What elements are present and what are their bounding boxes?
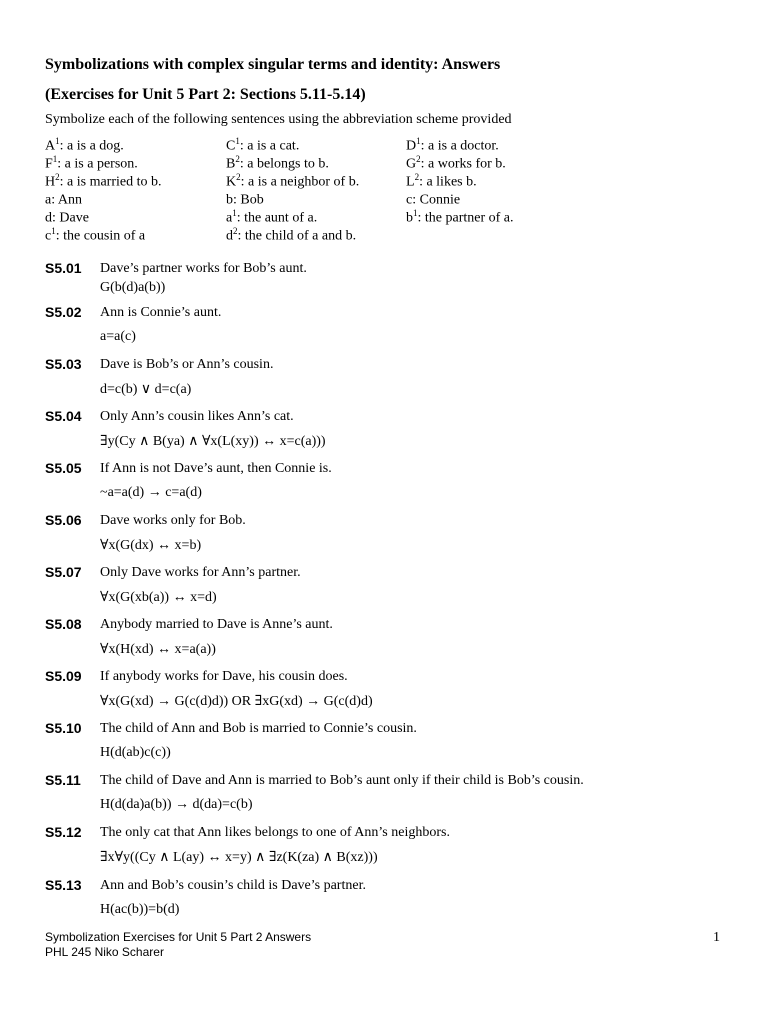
scheme-symbol: A (45, 138, 56, 154)
exercise-number: S5.10 (45, 720, 82, 736)
scheme-entry (45, 208, 89, 227)
scheme-symbol: c (45, 228, 52, 244)
page-footer (45, 930, 311, 960)
scheme-symbol: G (406, 156, 417, 172)
scheme-definition: : the partner of a. (417, 210, 514, 226)
scheme-definition: : a is married to b. (59, 174, 162, 190)
scheme-definition: : Bob (233, 192, 264, 208)
exercise-number: S5.08 (45, 616, 82, 632)
scheme-symbol: B (226, 156, 236, 172)
scheme-entry (45, 226, 145, 245)
scheme-definition: : a is a neighbor of b. (240, 174, 360, 190)
exercise-sentence: Ann and Bob’s cousin’s child is Dave’s partner. (100, 878, 366, 893)
exercise-sentence: The only cat that Ann likes belongs to one of Ann’s neighbors. (100, 825, 450, 840)
scheme-definition: : a is a cat. (239, 138, 300, 154)
page-number: 1 (713, 930, 720, 945)
scheme-entry (226, 190, 264, 209)
scheme-definition: : a is a person. (57, 156, 138, 172)
scheme-superscript: 2 (236, 172, 241, 182)
scheme-entry (406, 136, 499, 155)
scheme-symbol: d (45, 210, 52, 226)
scheme-entry (226, 136, 299, 155)
scheme-entry (406, 190, 460, 209)
scheme-entry (45, 136, 124, 155)
scheme-symbol: c (406, 192, 413, 208)
exercise-number: S5.12 (45, 824, 82, 840)
scheme-entry (226, 154, 329, 173)
scheme-symbol: a (226, 210, 233, 226)
scheme-superscript: 2 (235, 154, 240, 164)
exercise-sentence: The child of Dave and Ann is married to Bob’s aunt only if their child is Bob’s cousin. (100, 773, 584, 788)
scheme-entry (406, 154, 506, 173)
scheme-symbol: H (45, 174, 56, 190)
scheme-superscript: 2 (233, 226, 238, 236)
scheme-definition: : a is a dog. (59, 138, 124, 154)
scheme-superscript: 1 (55, 136, 60, 146)
exercise-sentence: Dave works only for Bob. (100, 513, 246, 528)
scheme-entry (226, 208, 317, 227)
scheme-row (45, 226, 735, 244)
exercise-answer: d=c(b) ∨ d=c(a) (100, 382, 192, 397)
exercise-number: S5.07 (45, 564, 82, 580)
scheme-definition: : a likes b. (419, 174, 477, 190)
scheme-symbol: d (226, 228, 233, 244)
exercise-sentence: Ann is Connie’s aunt. (100, 305, 222, 320)
scheme-symbol: C (226, 138, 236, 154)
exercise-number: S5.03 (45, 356, 82, 372)
scheme-superscript: 2 (416, 154, 421, 164)
exercise-number: S5.01 (45, 260, 82, 276)
exercise-answer: ~a=a(d) → c=a(d) (100, 485, 202, 500)
scheme-superscript: 1 (413, 208, 418, 218)
scheme-definition: : a is a doctor. (420, 138, 499, 154)
scheme-entry (406, 208, 514, 227)
page-title: Symbolizations with complex singular terms and identity: Answers (45, 56, 501, 73)
instructions: Symbolize each of the following sentences using the abbreviation scheme provided (45, 112, 512, 127)
scheme-symbol: a (45, 192, 52, 208)
scheme-symbol: D (406, 138, 417, 154)
exercise-answer: H(d(ab)c(c)) (100, 745, 171, 760)
scheme-entry (45, 172, 162, 191)
exercise-sentence: Dave is Bob’s or Ann’s cousin. (100, 357, 274, 372)
exercise-sentence: If anybody works for Dave, his cousin does. (100, 669, 348, 684)
exercise-answer: G(b(d)a(b)) (100, 280, 166, 295)
scheme-definition: : the child of a and b. (237, 228, 357, 244)
scheme-symbol: F (45, 156, 53, 172)
scheme-entry (226, 172, 359, 191)
exercise-sentence: Dave’s partner works for Bob’s aunt. (100, 261, 307, 276)
exercise-number: S5.11 (45, 772, 81, 788)
scheme-definition: : Connie (412, 192, 461, 208)
scheme-definition: : the cousin of a (55, 228, 146, 244)
scheme-row (45, 172, 735, 190)
exercise-sentence: Only Dave works for Ann’s partner. (100, 565, 301, 580)
exercise-answer: ∃y(Cy ∧ B(ya) ∧ ∀x(L(xy)) ↔ x=c(a))) (100, 434, 326, 449)
exercise-number: S5.06 (45, 512, 82, 528)
exercise-answer: H(ac(b))=b(d) (100, 902, 180, 917)
exercise-answer: ∀x(G(xd) → G(c(d)d)) OR ∃xG(xd) → G(c(d)d) (100, 694, 373, 709)
scheme-superscript: 1 (51, 226, 56, 236)
exercise-answer: a=a(c) (100, 329, 136, 344)
exercise-number: S5.05 (45, 460, 82, 476)
exercise-sentence: Anybody married to Dave is Anne’s aunt. (100, 617, 333, 632)
scheme-superscript: 1 (52, 154, 58, 164)
scheme-definition: : a works for b. (420, 156, 506, 172)
scheme-definition: : Dave (52, 210, 89, 226)
exercise-answer: ∀x(G(dx) ↔ x=b) (100, 538, 202, 553)
scheme-row (45, 154, 735, 172)
scheme-definition: : a belongs to b. (239, 156, 329, 172)
exercise-answer: ∀x(G(xb(a)) ↔ x=d) (100, 590, 217, 605)
scheme-symbol: L (406, 174, 415, 190)
scheme-definition: : the aunt of a. (236, 210, 318, 226)
footer-title: Symbolization Exercises for Unit 5 Part 2 Answers (45, 930, 312, 944)
scheme-row (45, 136, 735, 154)
abbreviation-scheme (45, 136, 735, 244)
scheme-entry (226, 226, 356, 245)
scheme-superscript: 2 (414, 172, 420, 182)
exercise-sentence: If Ann is not Dave’s aunt, then Connie is. (100, 461, 332, 476)
exercise-number: S5.02 (45, 304, 82, 320)
footer-course: PHL 245 Niko Scharer (45, 945, 164, 959)
scheme-entry (406, 172, 477, 191)
exercise-sentence: The child of Ann and Bob is married to Connie’s cousin. (100, 721, 417, 736)
scheme-row (45, 208, 735, 226)
exercise-answer: H(d(da)a(b)) → d(da)=c(b) (100, 797, 253, 812)
scheme-definition: : Ann (51, 192, 82, 208)
scheme-superscript: 2 (55, 172, 60, 182)
exercise-number: S5.04 (45, 408, 82, 424)
exercise-sentence: Only Ann’s cousin likes Ann’s cat. (100, 409, 294, 424)
exercise-answer: ∃x∀y((Cy ∧ L(ay) ↔ x=y) ∧ ∃z(K(za) ∧ B(xz))) (100, 850, 378, 865)
page-subtitle: (Exercises for Unit 5 Part 2: Sections 5.11-5.14) (45, 86, 366, 103)
scheme-row (45, 190, 735, 208)
scheme-symbol: b (226, 192, 233, 208)
scheme-superscript: 1 (235, 136, 240, 146)
scheme-superscript: 1 (232, 208, 237, 218)
scheme-superscript: 1 (416, 136, 421, 146)
scheme-symbol: K (226, 174, 237, 190)
scheme-symbol: b (406, 210, 413, 226)
scheme-entry (45, 154, 138, 173)
exercise-answer: ∀x(H(xd) ↔ x=a(a)) (100, 642, 216, 657)
exercise-number: S5.13 (45, 877, 82, 893)
scheme-entry (45, 190, 82, 209)
exercise-number: S5.09 (45, 668, 82, 684)
